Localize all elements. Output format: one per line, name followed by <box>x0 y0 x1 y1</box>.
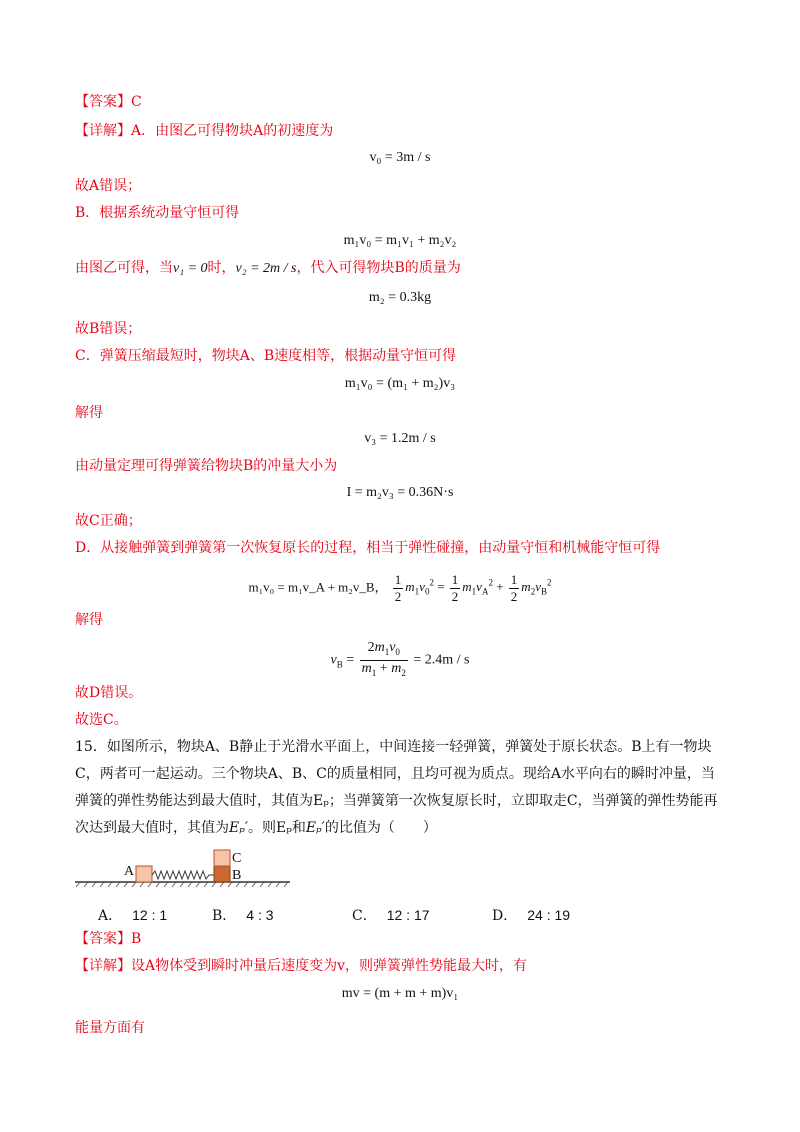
text-part: 次达到最大值时，其值为 <box>75 820 229 836</box>
label-a: A <box>124 864 135 879</box>
option-a[interactable] <box>98 905 167 925</box>
option-letter: D． <box>492 908 518 924</box>
option-letter: A． <box>98 908 123 924</box>
block-b <box>214 866 230 882</box>
text-part: 时， <box>207 260 236 276</box>
equation-common-velocity: m₁v₀ = (m₁ + m₂)v₃ <box>344 376 456 391</box>
text-part: 由图乙可得，当 <box>75 260 173 276</box>
label-b: B <box>232 868 242 883</box>
option-letter: B． <box>212 908 237 924</box>
inline-math-ep-prime: Eₚ′ <box>229 820 248 836</box>
solve-label-d: 解得 <box>75 612 103 628</box>
option-value: 4 : 3 <box>246 907 274 923</box>
equation-d-energy: $\frac{1}{2}$ $m_1v_0^2$ = $\frac{1}{2}$ $m_1v_A^2$ + $\frac{1}{2}$ $m_2v_B^2$ <box>394 572 552 604</box>
equation-separator: ， <box>374 579 388 595</box>
equation-15-momentum: mv = (m + m + m)v₁ <box>341 986 459 1001</box>
conclusion-c: 故C正确； <box>75 513 142 529</box>
detail-b-text2 <box>75 258 461 279</box>
equation-momentum: m₁v₀ = m₁v₁ + m₂v₂ <box>343 233 457 248</box>
detail-a-text: A．由图乙可得物块A的初速度为 <box>131 123 334 139</box>
spring-blocks-figure <box>70 845 300 895</box>
conclusion-b: 故B错误； <box>75 321 142 337</box>
text-part: 的比值为（ ） <box>324 820 437 836</box>
option-c[interactable] <box>352 905 430 925</box>
detail-tag: 【详解】 <box>75 958 131 974</box>
equation-v3: v₃ = 1.2m / s <box>364 431 436 446</box>
block-c <box>214 850 230 866</box>
inline-math-ep-prime: Eₚ′ <box>305 820 325 836</box>
option-value: 12 : 17 <box>386 907 430 923</box>
answer-value: B <box>131 931 142 947</box>
label-c: C <box>232 851 242 866</box>
option-d[interactable] <box>492 905 570 925</box>
question-line-2: C，两者可一起运动。三个物块A、B、C的质量相同，且均可视为质点。现给A水平向右的瞬时冲量，当 <box>75 766 715 782</box>
text-part: ，代入可得物块B的质量为 <box>296 260 461 276</box>
equation-elastic <box>0 572 800 605</box>
equation-v0: v₀ = 3m / s <box>369 150 431 165</box>
inline-math-v2: v₂ = 2m / s <box>235 261 297 276</box>
equation-vB: $v_B$ = $\frac{2m_1v_0}{m_1 + m_2}$ = 2.4m / s <box>330 640 470 678</box>
answer-line <box>75 92 142 112</box>
detail-b-text: B．根据系统动量守恒可得 <box>75 205 240 221</box>
detail-15-text: 设A物体受到瞬时冲量后速度变为v，则弹簧弹性势能最大时，有 <box>131 958 528 974</box>
conclusion-d: 故D错误。 <box>75 685 143 701</box>
detail-c-text2: 由动量定理可得弹簧给物块B的冲量大小为 <box>75 458 338 474</box>
final-choice: 故选C。 <box>75 712 128 728</box>
detail-line-15 <box>75 956 527 976</box>
conclusion-a: 故A错误； <box>75 178 142 194</box>
detail-line <box>75 121 333 141</box>
question-line-4 <box>75 818 437 838</box>
detail-d-text: D．从接触弹簧到弹簧第一次恢复原长的过程，相当于弹性碰撞，由动量守恒和机械能守恒可得 <box>75 540 661 556</box>
block-a <box>136 866 152 882</box>
option-b[interactable] <box>212 905 274 925</box>
text-part: 。则Eₚ和 <box>248 820 306 836</box>
option-value: 24 : 19 <box>527 907 571 923</box>
detail-c-text: C．弹簧压缩最短时，物块A、B速度相等，根据动量守恒可得 <box>75 348 457 364</box>
solve-label: 解得 <box>75 405 103 421</box>
question-line-3: 弹簧的弹性势能达到最大值时，其值为Eₚ；当弹簧第一次恢复原长时，立即取走C，当弹簧的弹性势能再 <box>75 793 718 809</box>
option-letter: C． <box>352 908 377 924</box>
question-line-1: 15．如图所示，物块A、B静止于光滑水平面上，中间连接一轻弹簧，弹簧处于原长状态。B上有一物块 <box>75 739 712 755</box>
equation-impulse: I = m₂v₃ = 0.36N·s <box>346 485 454 500</box>
detail-tag: 【详解】 <box>75 123 131 139</box>
equation-d-momentum: m₁v₀ = m₁v_A + m₂v_B <box>248 579 375 595</box>
answer-value: C <box>131 94 142 110</box>
energy-label: 能量方面有 <box>75 1020 145 1036</box>
inline-math-v1: v₁ = 0 <box>173 261 208 276</box>
answer-tag: 【答案】 <box>75 931 131 947</box>
answer-line-15 <box>75 929 141 949</box>
option-value: 12 : 1 <box>132 907 168 923</box>
equation-m2: m₂ = 0.3kg <box>368 290 432 305</box>
answer-tag: 【答案】 <box>75 94 131 110</box>
spring <box>152 871 214 879</box>
